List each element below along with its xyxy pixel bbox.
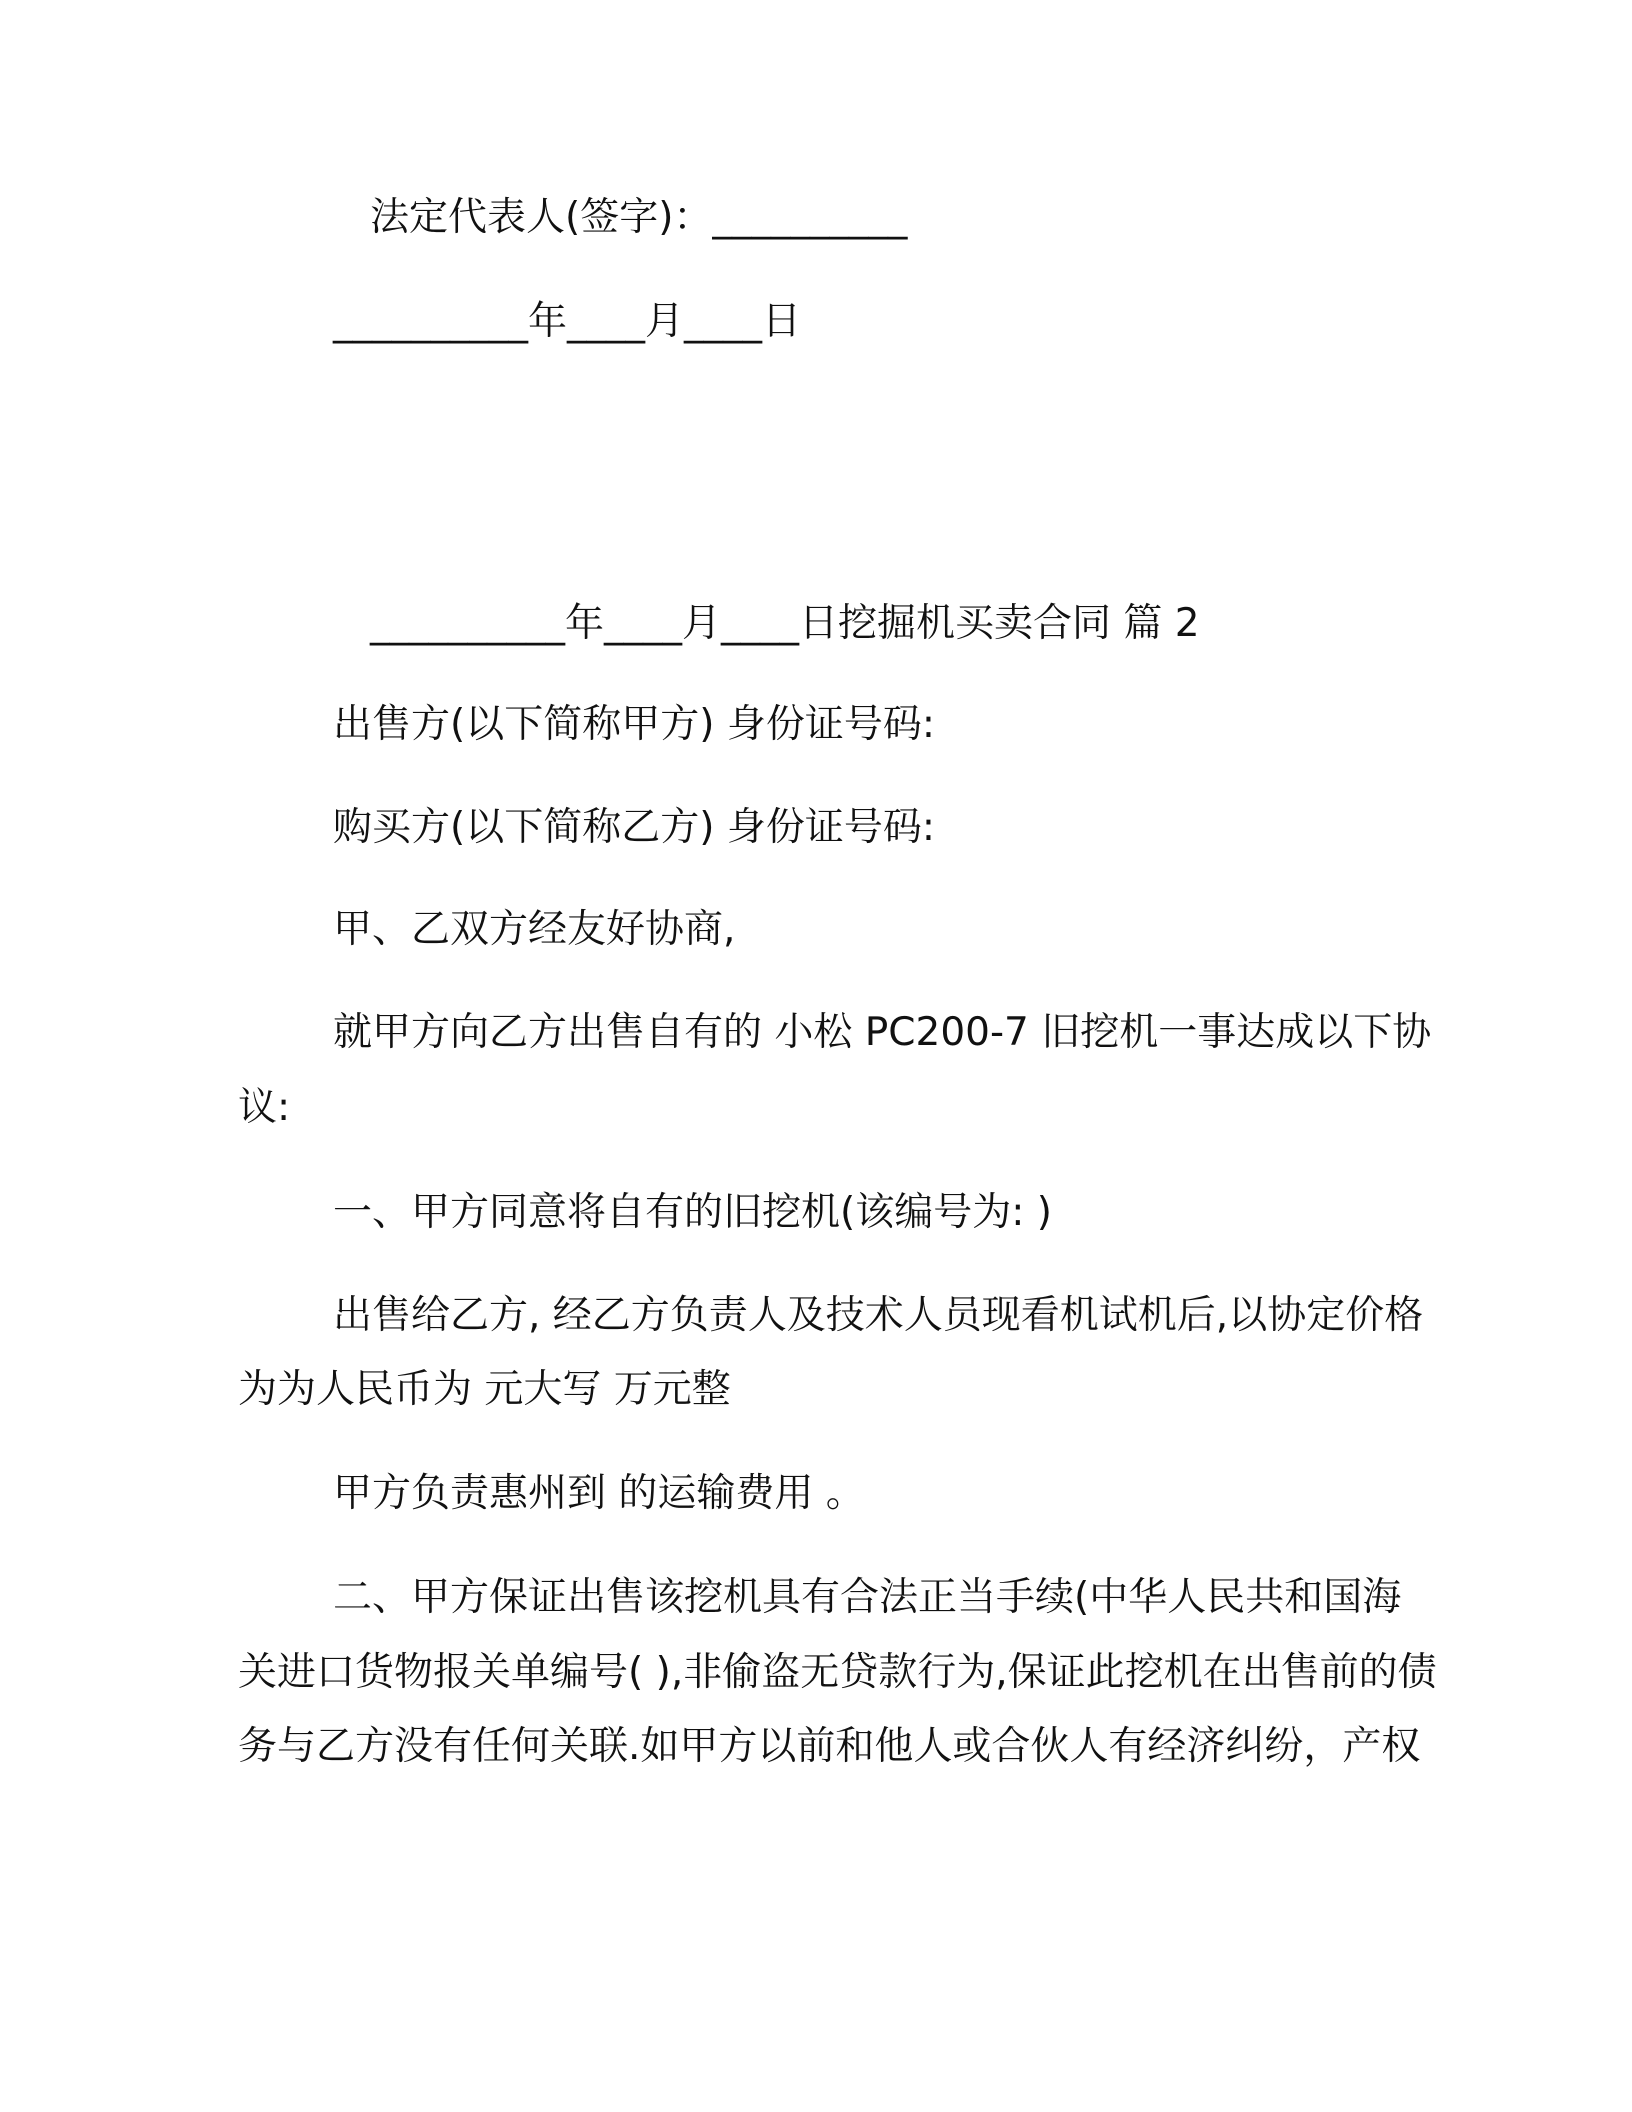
purpose-line-1: 就甲方向乙方出售自有的 小松 PC200-7 旧挖机一事达成以下协: [333, 1010, 1432, 1055]
purpose-line-2: 议:: [238, 1085, 291, 1130]
buyer-line: 购买方(以下简称乙方) 身份证号码:: [333, 805, 935, 850]
signature-date: __________年____月____日: [333, 299, 802, 344]
clause-1-line-1: 出售给乙方, 经乙方负责人及技术人员现看机试机后,以协定价格: [333, 1293, 1424, 1338]
clause-1-title: 一、甲方同意将自有的旧挖机(该编号为: ): [333, 1190, 1052, 1235]
clause-1-transport: 甲方负责惠州到 的运输费用 。: [333, 1471, 865, 1516]
clause-2-line-1: 二、甲方保证出售该挖机具有合法正当手续(中华人民共和国海: [333, 1575, 1402, 1620]
clause-2-line-2: 关进口货物报关单编号( ),非偷盗无贷款行为,保证此挖机在出售前的债: [238, 1650, 1437, 1695]
clause-1-line-2: 为为人民币为 元大写 万元整: [238, 1367, 731, 1412]
intro-line: 甲、乙双方经友好协商,: [333, 907, 736, 952]
seller-line: 出售方(以下简称甲方) 身份证号码:: [333, 702, 935, 747]
clause-2-line-3: 务与乙方没有任何关联.如甲方以前和他人或合伙人有经济纠纷，产权: [238, 1724, 1421, 1769]
legal-representative-signature: 法定代表人(签字)：__________: [370, 195, 908, 240]
contract-title: __________年____月____日挖掘机买卖合同 篇 2: [370, 601, 1200, 646]
